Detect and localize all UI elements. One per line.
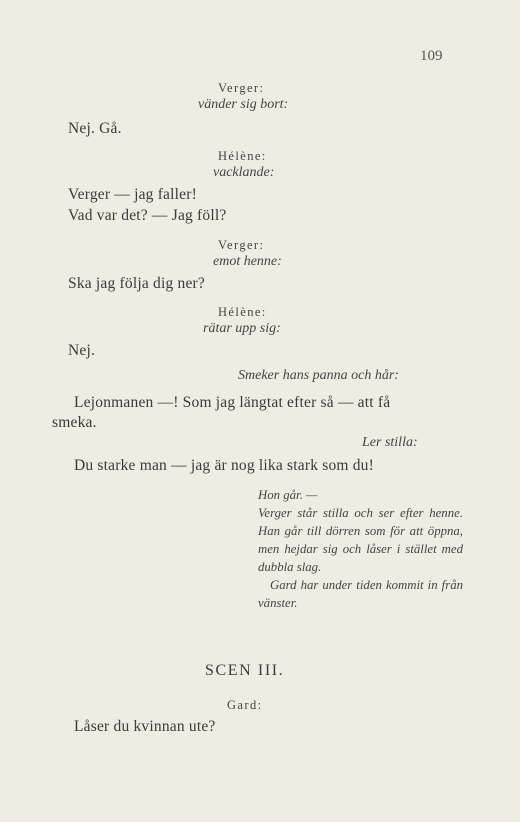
stage-direction: Gard har under tiden kommit in från vänster. [258,578,463,610]
stage-direction: Verger står stilla och ser efter henne. Han går till dörren som för att öppna, men hejdar sig och låser i stället med dubbla slag. [258,506,463,574]
stage-direction: emot henne: [213,254,282,269]
page-number: 109 [420,48,443,64]
stage-direction: rätar upp sig: [203,321,281,336]
stage-direction: vänder sig bort: [198,97,289,112]
speaker-verger: Verger: [218,81,265,95]
dialogue-line: smeka. [52,414,97,431]
dialogue-line: Låser du kvinnan ute? [74,718,216,735]
stage-direction: vacklande: [213,165,275,180]
stage-direction-block [258,486,463,612]
speaker-verger: Verger: [218,238,265,252]
speaker-helene: Hélène: [218,305,267,319]
dialogue-line: Verger — jag faller! [68,186,197,203]
stage-direction: Ler stilla: [362,435,418,450]
stage-direction: Smeker hans panna och hår: [238,368,399,383]
scene-heading: SCEN III. [205,662,285,679]
dialogue-line: Nej. Gå. [68,120,122,137]
dialogue-line: Nej. [68,342,96,359]
dialogue-line: Ska jag följa dig ner? [68,275,205,292]
speaker-helene: Hélène: [218,149,267,163]
dialogue-line: Vad var det? — Jag föll? [68,207,227,224]
dialogue-line: Du starke man — jag är nog lika stark som du! [74,457,374,474]
stage-direction: Hon går. — [258,488,318,502]
dialogue-line: Lejonmanen —! Som jag längtat efter så — att få [74,394,391,411]
speaker-gard: Gard: [227,698,263,712]
